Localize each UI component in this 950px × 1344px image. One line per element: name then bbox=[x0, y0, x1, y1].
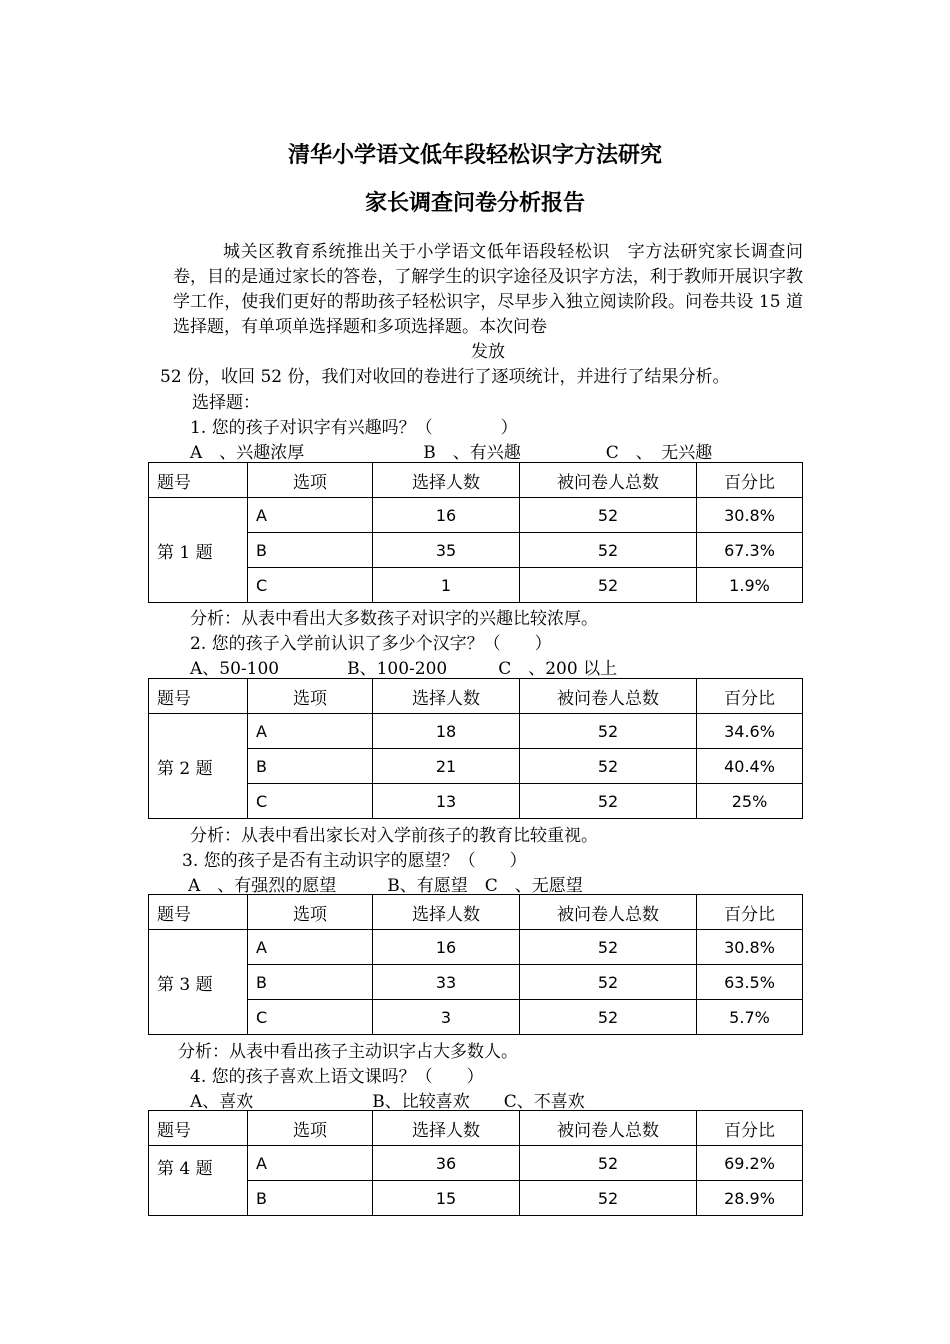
header-option: 选项 bbox=[248, 895, 373, 930]
count-cell: 1 bbox=[373, 568, 520, 603]
option-cell: A bbox=[248, 930, 373, 965]
table-row bbox=[149, 930, 803, 965]
percent-cell: 5.7% bbox=[697, 1000, 803, 1035]
percent-cell: 40.4% bbox=[697, 749, 803, 784]
total-cell: 52 bbox=[520, 714, 697, 749]
intro-main-text: 城关区教育系统推出关于小学语文低年语段轻松识 字方法研究家长调查问卷，目的是通过家长的答卷，了解学生的识字途径及识字方法，利于教师开展识字教学工作，使我们更好的帮助孩子轻松识字，尽早步入独立阅读阶段。问卷共设 15 道选择题，有单项单选择题和多项选择题。本次问卷 bbox=[173, 242, 803, 337]
intro-tail-text: 发放 bbox=[471, 342, 505, 362]
percent-cell: 30.8% bbox=[697, 498, 803, 533]
intro-continuation: 52 份，收回 52 份，我们对收回的卷进行了逐项统计，并进行了结果分析。 bbox=[160, 367, 730, 387]
header-total: 被问卷人总数 bbox=[520, 463, 697, 498]
header-percent: 百分比 bbox=[697, 679, 803, 714]
question-1-analysis: 分析：从表中看出大多数孩子对识字的兴趣比较浓厚。 bbox=[190, 609, 598, 629]
header-total: 被问卷人总数 bbox=[520, 1111, 697, 1146]
count-cell: 33 bbox=[373, 965, 520, 1000]
header-total: 被问卷人总数 bbox=[520, 895, 697, 930]
question-label: 第 1 题 bbox=[149, 498, 248, 603]
question-3-options: A 、有强烈的愿望 B、有愿望 C 、无愿望 bbox=[188, 876, 583, 896]
header-count: 选择人数 bbox=[373, 1111, 520, 1146]
percent-cell: 30.8% bbox=[697, 930, 803, 965]
count-cell: 13 bbox=[373, 784, 520, 819]
document-title: 清华小学语文低年段轻松识字方法研究 bbox=[287, 143, 662, 168]
percent-cell: 69.2% bbox=[697, 1146, 803, 1181]
option-cell: B bbox=[248, 965, 373, 1000]
count-cell: 15 bbox=[373, 1181, 520, 1216]
total-cell: 52 bbox=[520, 498, 697, 533]
total-cell: 52 bbox=[520, 533, 697, 568]
count-cell: 16 bbox=[373, 498, 520, 533]
table-row bbox=[149, 568, 803, 603]
percent-cell: 28.9% bbox=[697, 1181, 803, 1216]
document-subtitle: 家长调查问卷分析报告 bbox=[364, 191, 585, 216]
question-4-options: A、喜欢 B、比较喜欢 C、不喜欢 bbox=[190, 1092, 585, 1112]
header-option: 选项 bbox=[248, 463, 373, 498]
count-cell: 35 bbox=[373, 533, 520, 568]
table-row bbox=[149, 498, 803, 533]
total-cell: 52 bbox=[520, 965, 697, 1000]
question-1-options: A 、兴趣浓厚 B 、有兴趣 C 、 无兴趣 bbox=[190, 443, 713, 463]
percent-cell: 67.3% bbox=[697, 533, 803, 568]
percent-cell: 25% bbox=[697, 784, 803, 819]
header-option: 选项 bbox=[248, 679, 373, 714]
option-cell: C bbox=[248, 784, 373, 819]
question-3-analysis: 分析：从表中看出孩子主动识字占大多数人。 bbox=[178, 1042, 518, 1062]
table-header-row bbox=[149, 679, 803, 714]
question-2-analysis: 分析：从表中看出家长对入学前孩子的教育比较重视。 bbox=[190, 826, 598, 846]
option-cell: A bbox=[248, 498, 373, 533]
question-3-text: 3. 您的孩子是否有主动识字的愿望？（ ） bbox=[182, 851, 527, 871]
question-4-text: 4. 您的孩子喜欢上语文课吗？（ ） bbox=[190, 1067, 484, 1087]
header-question-no: 题号 bbox=[149, 463, 248, 498]
question-3-table bbox=[148, 894, 803, 1035]
table-row bbox=[149, 533, 803, 568]
table-row bbox=[149, 714, 803, 749]
question-2-table bbox=[148, 678, 803, 819]
percent-cell: 34.6% bbox=[697, 714, 803, 749]
question-2-options: A、50-100 B、100-200 C 、200 以上 bbox=[190, 659, 618, 679]
question-label: 第 4 题 bbox=[149, 1146, 248, 1216]
total-cell: 52 bbox=[520, 1146, 697, 1181]
count-cell: 18 bbox=[373, 714, 520, 749]
header-question-no: 题号 bbox=[149, 1111, 248, 1146]
question-1-text: 1. 您的孩子对识字有兴趣吗？（ ） bbox=[190, 418, 518, 438]
total-cell: 52 bbox=[520, 784, 697, 819]
header-percent: 百分比 bbox=[697, 1111, 803, 1146]
percent-cell: 63.5% bbox=[697, 965, 803, 1000]
intro-paragraph bbox=[173, 240, 803, 365]
table-row bbox=[149, 1181, 803, 1216]
section-label: 选择题： bbox=[192, 393, 260, 413]
header-option: 选项 bbox=[248, 1111, 373, 1146]
total-cell: 52 bbox=[520, 568, 697, 603]
option-cell: C bbox=[248, 1000, 373, 1035]
percent-cell: 1.9% bbox=[697, 568, 803, 603]
total-cell: 52 bbox=[520, 749, 697, 784]
header-question-no: 题号 bbox=[149, 679, 248, 714]
table-row bbox=[149, 965, 803, 1000]
count-cell: 21 bbox=[373, 749, 520, 784]
header-total: 被问卷人总数 bbox=[520, 679, 697, 714]
question-4-table bbox=[148, 1110, 803, 1216]
total-cell: 52 bbox=[520, 1181, 697, 1216]
header-count: 选择人数 bbox=[373, 895, 520, 930]
option-cell: B bbox=[248, 1181, 373, 1216]
option-cell: A bbox=[248, 1146, 373, 1181]
total-cell: 52 bbox=[520, 930, 697, 965]
option-cell: C bbox=[248, 568, 373, 603]
count-cell: 3 bbox=[373, 1000, 520, 1035]
header-question-no: 题号 bbox=[149, 895, 248, 930]
table-header-row bbox=[149, 895, 803, 930]
table-header-row bbox=[149, 463, 803, 498]
total-cell: 52 bbox=[520, 1000, 697, 1035]
table-header-row bbox=[149, 1111, 803, 1146]
option-cell: B bbox=[248, 533, 373, 568]
question-1-table bbox=[148, 462, 803, 603]
question-label: 第 3 题 bbox=[149, 930, 248, 1035]
table-row bbox=[149, 784, 803, 819]
table-row bbox=[149, 749, 803, 784]
question-label: 第 2 题 bbox=[149, 714, 248, 819]
header-percent: 百分比 bbox=[697, 463, 803, 498]
table-row bbox=[149, 1146, 803, 1181]
header-count: 选择人数 bbox=[373, 679, 520, 714]
option-cell: A bbox=[248, 714, 373, 749]
table-row bbox=[149, 1000, 803, 1035]
count-cell: 36 bbox=[373, 1146, 520, 1181]
option-cell: B bbox=[248, 749, 373, 784]
header-count: 选择人数 bbox=[373, 463, 520, 498]
header-percent: 百分比 bbox=[697, 895, 803, 930]
question-2-text: 2. 您的孩子入学前认识了多少个汉字？（ ） bbox=[190, 634, 552, 654]
count-cell: 16 bbox=[373, 930, 520, 965]
